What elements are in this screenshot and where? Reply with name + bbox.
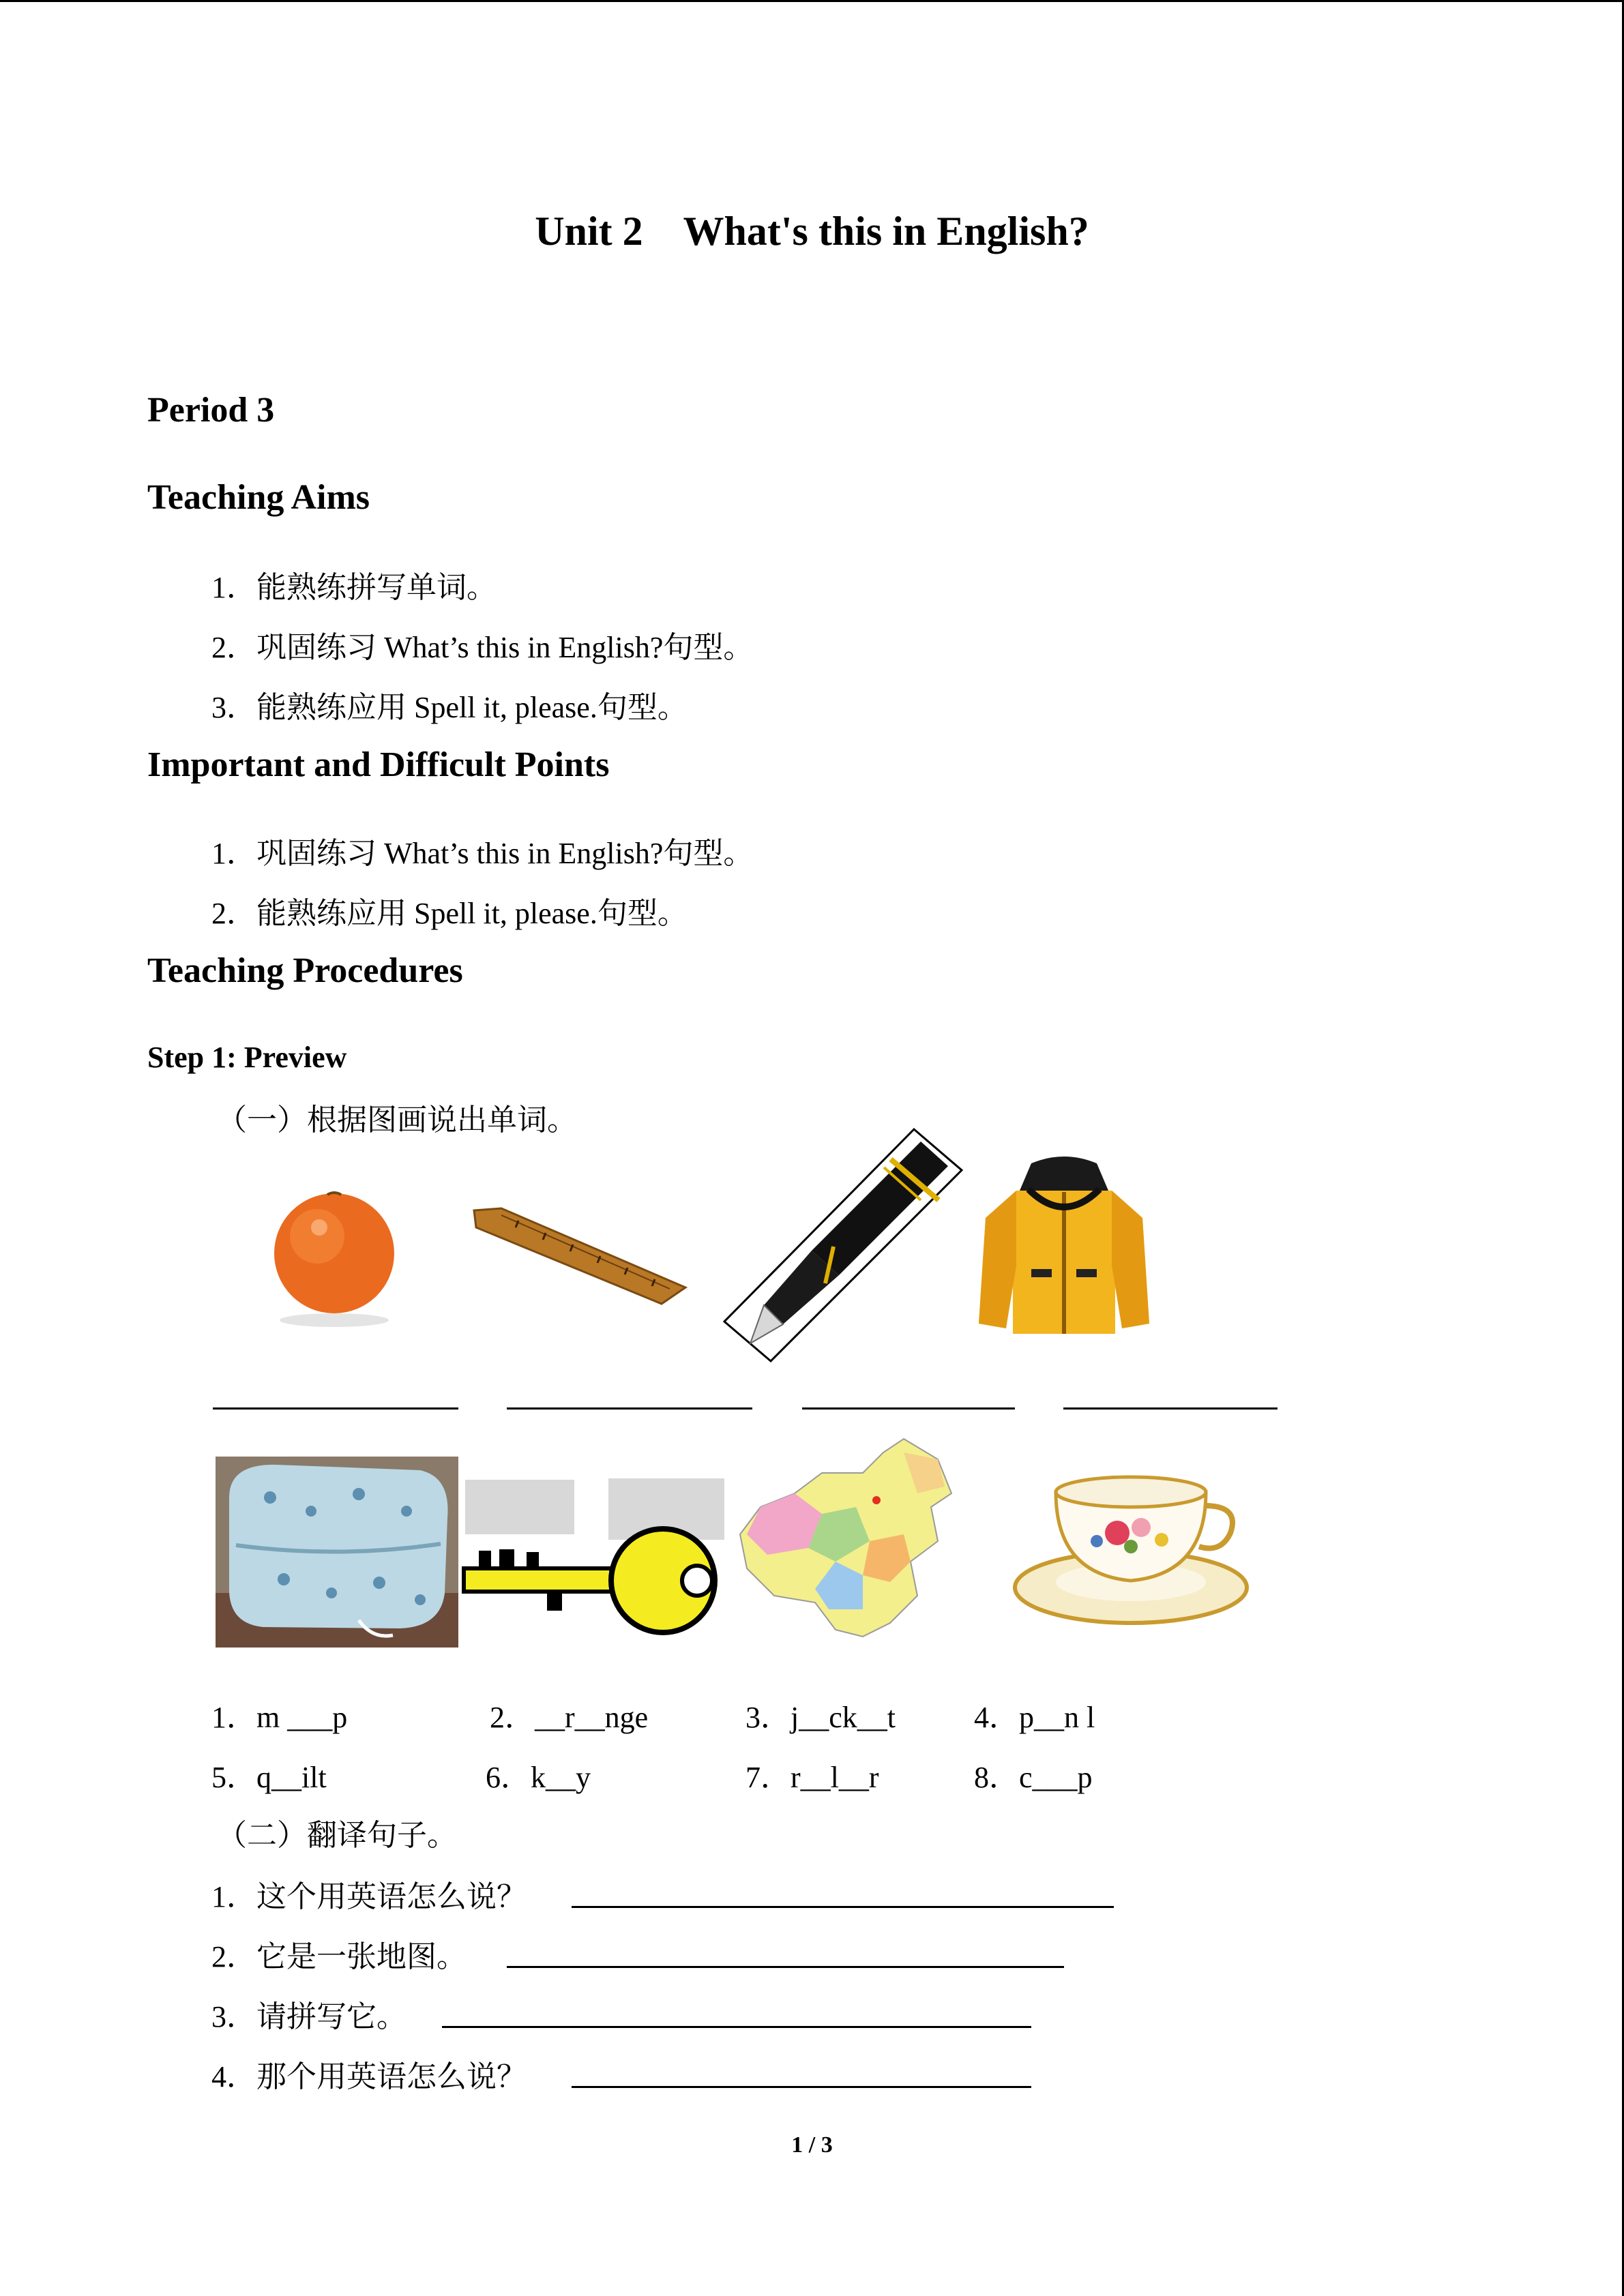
page-title: Unit 2 What's this in English? [535, 209, 1089, 254]
translate-blank-1[interactable] [572, 1906, 1114, 1908]
quilt-picture [216, 1457, 458, 1648]
pen-picture [723, 1127, 969, 1365]
page-number: 1 / 3 [791, 2132, 833, 2158]
page-top-border [0, 0, 1624, 2]
translate-item-1: 1．这个用英语怎么说？ [211, 1880, 527, 1913]
teaching-procedures-heading: Teaching Procedures [147, 951, 463, 990]
point-item-2: 2．能熟练应用 Spell it, please.句型。 [211, 897, 688, 930]
ruler-picture [471, 1200, 689, 1316]
spelling-item-7: 7．r__l__r [745, 1761, 879, 1794]
part1-title: （一）根据图画说出单词。 [217, 1103, 577, 1137]
aim-item-1: 1．能熟练拼写单词。 [211, 571, 497, 604]
answer-blank-3[interactable] [802, 1407, 1015, 1410]
translate-item-4: 4．那个用英语怎么说？ [211, 2060, 527, 2093]
translate-blank-3[interactable] [442, 2026, 1031, 2028]
key-picture [458, 1473, 731, 1637]
spelling-item-1: 1．m ___p [211, 1701, 348, 1734]
period-heading: Period 3 [147, 391, 275, 430]
spelling-item-5: 5．q__ilt [211, 1761, 327, 1794]
spelling-item-2: 2．__r__nge [490, 1701, 649, 1734]
spelling-item-3: 3．j__ck__t [745, 1701, 896, 1734]
aim-item-2: 2．巩固练习 What’s this in English?句型。 [211, 631, 754, 664]
teaching-aims-heading: Teaching Aims [147, 478, 370, 517]
answer-blank-2[interactable] [507, 1407, 752, 1410]
point-item-1: 1．巩固练习 What’s this in English?句型。 [211, 837, 754, 870]
spelling-item-4: 4．p__n l [974, 1701, 1095, 1734]
part2-title: （二）翻译句子。 [217, 1819, 457, 1852]
orange-picture [225, 1172, 443, 1335]
cup-picture [1008, 1465, 1255, 1635]
translate-item-2: 2．它是一张地图。 [211, 1940, 467, 1973]
jacket-picture [969, 1150, 1160, 1347]
translate-blank-2[interactable] [507, 1966, 1064, 1968]
translate-blank-4[interactable] [572, 2086, 1031, 2088]
translate-item-3: 3．请拼写它。 [211, 2000, 407, 2033]
spelling-item-6: 6．k__y [486, 1761, 591, 1794]
important-points-heading: Important and Difficult Points [147, 745, 610, 784]
aim-item-3: 3．能熟练应用 Spell it, please.句型。 [211, 691, 688, 724]
map-picture [733, 1432, 989, 1650]
answer-blank-4[interactable] [1063, 1407, 1278, 1410]
spelling-item-8: 8．c___p [974, 1761, 1093, 1794]
step1-heading: Step 1: Preview [147, 1041, 347, 1074]
answer-blank-1[interactable] [213, 1407, 458, 1410]
